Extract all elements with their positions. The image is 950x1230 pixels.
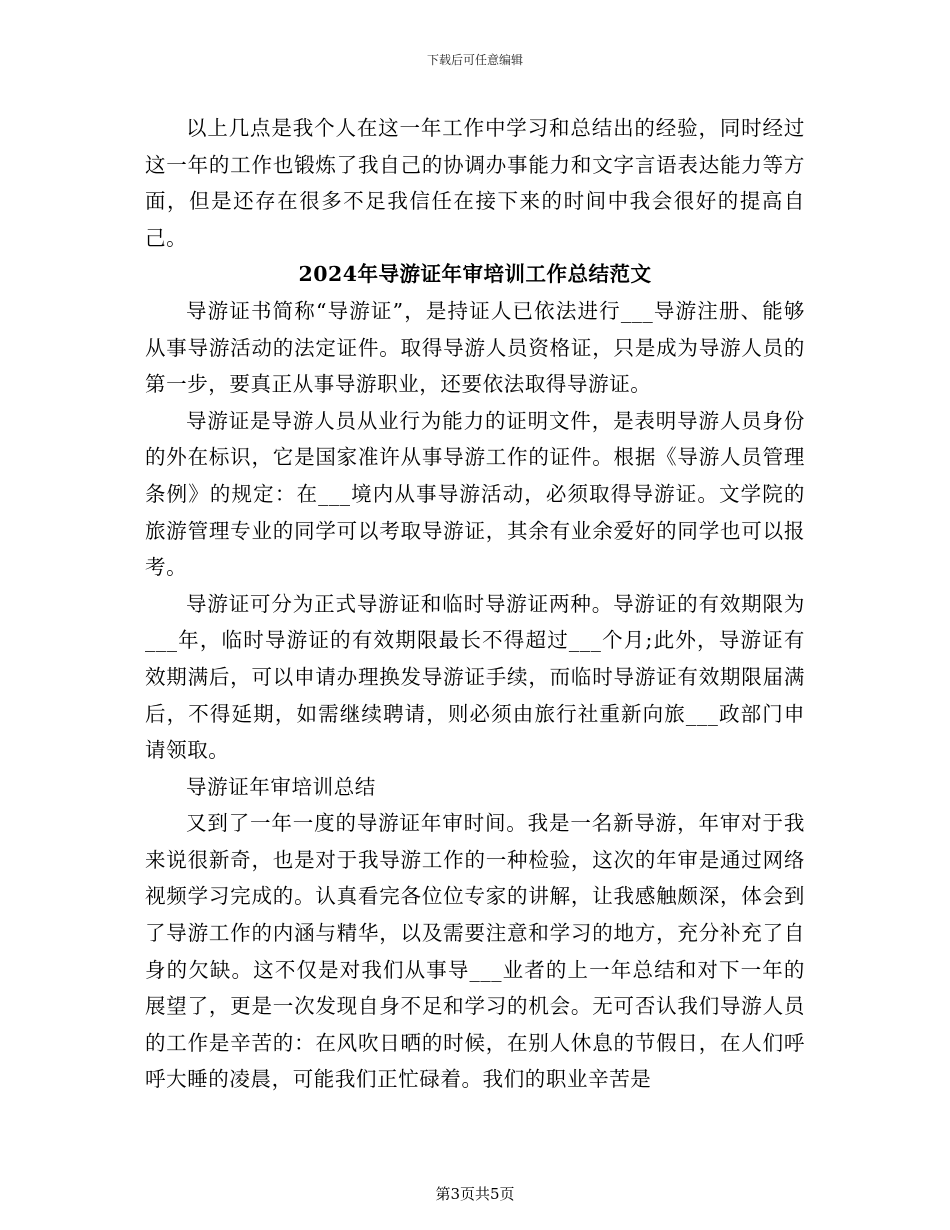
- page-footer: 第3页共5页: [435, 1185, 515, 1203]
- paragraph-guide-card-definition: 导游证书简称“导游证”，是持证人已依法进行___导游注册、能够从事导游活动的法定证件。取得导游人员资格证，只是成为导游人员的第一步，要真正从事导游职业，还要依法取得导游证。: [145, 298, 805, 397]
- closing-paragraph: 又到了一年一度的导游证年审时间。我是一名新导游，年审对于我来说很新奇，也是对于我导游工作的一种检验，这次的年审是通过网络视频学习完成的。认真看完各位位专家的讲解，让我感触颇深，体会到了导游工作的内涵与精华，以及需要注意和学习的地方，充分补充了自身的欠缺。这不仅是对我们从事导___业者的上一年总结和对下一年的展望了，更是一次发现自身不足和学习的机会。无可否认我们导游人员的工作是辛苦的：在风吹日晒的时候，在别人休息的节假日，在人们呼呼大睡的凌晨，可能我们正忙碌着。我们的职业辛苦是: [145, 811, 805, 1092]
- page-header: 下载后可任意编辑: [426, 53, 523, 67]
- document-body: [145, 110, 805, 1098]
- paragraph-guide-card-purpose: 导游证是导游人员从业行为能力的证明文件，是表明导游人员身份的外在标识，它是国家准许从事导游工作的证件。根据《导游人员管理条例》的规定：在___境内从事导游活动，必须取得导游证。文学院的旅游管理专业的同学可以考取导游证，其余有业余爱好的同学也可以报考。: [145, 408, 805, 580]
- section-subheading: 导游证年审培训总结: [186, 774, 376, 799]
- intro-paragraph: 以上几点是我个人在这一年工作中学习和总结出的经验，同时经过这一年的工作也锻炼了我自己的协调办事能力和文字言语表达能力等方面，但是还存在很多不足我信任在接下来的时间中我会很好的提高自己。: [145, 116, 805, 250]
- paragraph-guide-card-types: 导游证可分为正式导游证和临时导游证两种。导游证的有效期限为___年，临时导游证的有效期限最长不得超过___个月;此外，导游证有效期满后，可以申请办理换发导游证手续，而临时导游证有效期限届满后，不得延期，如需继续聘请，则必须由旅行社重新向旅___政部门申请领取。: [145, 591, 805, 763]
- document-title: 2024年导游证年审培训工作总结范文: [298, 262, 652, 287]
